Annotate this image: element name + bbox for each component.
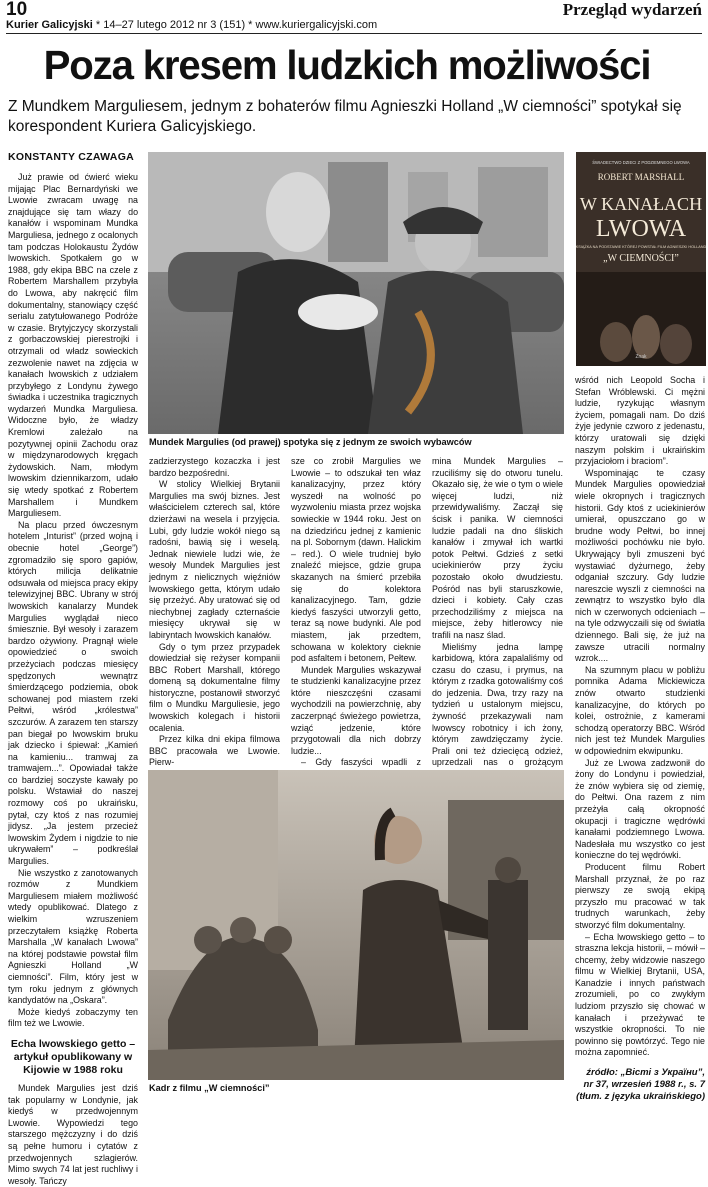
article-title: Poza kresem ludzkich możliwości [43, 42, 651, 88]
paragraph: zadzierzystego kozaczka i jest bardzo bezpośredni. [149, 456, 280, 478]
text-column-5 [575, 375, 705, 1103]
text-column-2 [149, 456, 280, 769]
paragraph: Na placu przed ówczesnym hotelem „Inturist” (przed wojną i obecnie hotel „George”) zgromadziło się sporo gapiów, których milicja delikatnie odsuwała od miejsca pracy ekipy telewizyjnej BBC. Ubrany w strój lwowskich kanalarzy Mundek Margulies wyglądał nieco śmiesznie. Był wesoły i zarazem bardzo ożywiony. Pragnął wiele opowiedzieć o swoich przeżyciach podczas miesięcy spędzonych wewnątrz śmierdzącego podziemia, obok schowanej pod miastem rzeki Pełtwi, wśród „królestwa” szczurów. A zarazem ten starszy pan biegał po lwowskim bruku jak dziecko i śpiewał: „Kamień na kamieniu... tramwaj za tramwajem...”. Opowiadał także co bardziej soczyste kawały po polsku. Wstawiał do naszej rozmowy coś po ukraińsku, pytał, czy ktoś z nas rozumiej jidysz. „Ja jestem przecież lwowskim Żydem i nigdzie to nie ukrywałem” – podkreślał Margulies. [8, 519, 138, 867]
paragraph: Już ze Lwowa zadzwonił do żony do Londynu i powiedział, że znów wybiera się od ziemię, do Pełtwi. Ona razem z nim przeżyła całą okropność okupacji i tragiczne wędrówki kanałami podziemnego Lwowa. Nadesłała mu wszystko co jest konieczne do tej wędrówki. [575, 757, 705, 861]
book-author: ROBERT MARSHALL [597, 172, 685, 182]
book-subtitle: KSIĄŻKA NA PODSTAWIE KTÓREJ POWSTAŁ FILM AGNIESZKI HOLLAND [575, 245, 707, 249]
subheading: Echa lwowskiego getto – artykuł opublikowany w Kijowie w 1988 roku [10, 1037, 136, 1076]
paragraph: Mieliśmy jedna lampę karbidową, która zapalaliśmy od czasu do czasu, i prymus, na którym z rzadka gotowaliśmy coś do jedzenia. Dwa, trzy razy na tydzień u ustalonym miejscu, żywność przekazywali nam lwowscy robotnicy i ich żony, którym zawdzięczamy życie. Prali oni też dziecięcą odzież, uprzedzali nas o grożącym [432, 641, 563, 768]
book-title-line1: W KANAŁACH [579, 194, 703, 214]
paragraph: W stolicy Wielkiej Brytanii Margulies ma swój biznes. Jest właścicielem czterech sal, które dzierżawi na wesela i przyjęcia. Lubi, gdy ludzie wokół niego są radośni, bawią się i weselą. Jednak niewiele ludzi wie, że wesoły Mundek Margulies jest jednym z nielicznych więźniów lwowskiego getta, którym udało się przeżyć. Aby uratować się od niechybnej zagłady czternaście miesięcy ukrywał się w labiryntach lwowskich kanałów. [149, 479, 280, 640]
section-title: Przegląd wydarzeń [562, 0, 702, 19]
book-film-title: „W CIEMNOŚCI” [603, 253, 679, 264]
paragraph: mina Mundek Margulies – rzuciliśmy się do otworu tunelu. Okazało się, że wie o tym o wiele więcej ludzi, niż przewidywaliśmy. Zaczął się ścisk i panika. W ciemności ludzie padali na dno śliskich kanałów i zmywał ich wartki potok Pełtwi. Gdzieś z setki uciekinierów przy życiu pozostało około dwudziestu. Pośród nas byli staruszkowie, dzieci i kobiety. Cały czas przechodziliśmy z miejsca na miejsce, żeby hitlerowcy nie trafili na nasz ślad. [432, 456, 563, 640]
text-column-4 [432, 456, 563, 804]
paragraph: Nie wszystko z zanotowanych rozmów z Mundkiem Marguliesem miałem możliwość wtedy opublikować. Dlatego z wielkim wzruszeniem przeczytałem książkę Roberta Marshalla „W kanałach Lwowa” na której podstawie powstał film Agnieszki Holland „W ciemności”. Film, który jest w tym roku jednym z głównych kandydatów na „Oskara”. [8, 867, 138, 1006]
paragraph: Producent filmu Robert Marshall przyznał, że po raz pierwszy ze swoją ekipą przyszło mu pracować w tak trudnych warunkach, żeby stworzyć film dokumentalny. [575, 861, 705, 930]
page-number: 10 [6, 0, 28, 20]
paragraph: sze co zrobił Margulies we Lwowie – to odszukał ten właz kanalizacyjny, przez który wyszedł na wolność po wyzwoleniu miasta przez wojska sowieckie w 1944 roku. Jest on na dziedzińcu jednej z kamienic na pl. Sobornym (dawn. Halickim – red.). O wiele trudniej było znaleźć miejsce, gdzie grupa skazanych na śmierć przebiła się do kolektora kanalizacyjnego. Tam, gdzie kiedyś faszyści utworzyli getto, teraz są nowe budynki. Ale pod miastem, jak przedtem, schowana w kolektory cieknie pod asfaltem i betonem, Pełtew. [291, 456, 421, 664]
paragraph: Przez kilka dni ekipa filmowa BBC pracowała we Lwowie. Pierw- [149, 734, 280, 768]
paragraph: – Gdy faszyści wpadli z [301, 757, 421, 768]
paragraph: Mundek Margulies wskazywał te studzienki kanalizacyjne przez które nieszczęśni czasami wychodzili na powierzchnię, aby zaczerpnąć świeżego powietrza, wziąć jedzenie, które przygotowali dla nich dobrzy ludzie... [291, 664, 421, 756]
article-author: KONSTANTY CZAWAGA [8, 151, 135, 163]
paragraph: Mundek Margulies jest dziś tak popularny w Londynie, jak kiedyś w przedwojennym Lwowie. Wypowiedzi tego starszego mężczyzny i do dziś są pełne humoru i cytatów z przedwojennych szlagierów. Mimo swych 74 lat jest ruchliwy i wesoły. Tańczy [8, 1082, 138, 1186]
photo-film-still [148, 770, 564, 1080]
publication-name: Kurier Galicyjski [6, 19, 93, 31]
book-publisher: Znak [635, 354, 647, 360]
paragraph: Wspominając te czasy Mundek Margulies opowiedział wiele okropnych i tragicznych historii. Gdy ktoś z uciekinierów umierał, opuszczano go w brudne wody Pełtwi, bo innej możliwości pochówku nie było. Ukrywający byli zmuszeni być wystawiać dyżurnego, żeby odganiał szczury. Gdy ludzie nareszcie wyszli z ciemności na zewnątrz to wszystko było dla nich w czerwonych odcieniach – na tyle odzwyczaili się od światła dziennego. Bali się, że już na zawsze utracili normalny wzrok.... [575, 467, 705, 664]
source-note: źródło: „Вісті з України”, nr 37, wrzesień 1988 r., s. 7 (tłum. z języka ukraińskiego) [576, 1067, 705, 1103]
book-top-line: ŚWIADECTWO DZIECI Z PODZIEMNEGO LWOWA [592, 160, 690, 165]
paragraph: – Echa lwowskiego getto – to straszna lekcja historii, – mówił – chcemy, żeby widzowie naszego filmu w Wielkiej Brytanii, USA, Kanadzie i innych państwach zrozumieli, po co zwykłym ludziom przyszło się chować w kanałach i przeżywać te wszystkie okropności. To nie powinno się powtórzyć. Tego nie można zapomnieć. [575, 931, 705, 1058]
paragraph: Gdy o tym przez przypadek dowiedział się reżyser kompanii BBC Robert Marshall, którego domeną są dokumentalne filmy historyczne, postanowił stworzyć film o Mundku Marguliesie, jego lwowskich kolegach i historii ocalenia. [149, 641, 280, 733]
text-column-3 [291, 456, 421, 792]
paragraph: Na szumnym placu w pobliżu pomnika Adama Mickiewicza znów otwarto studzienki kanalizacyjne, do których po kolei, ostrożnie, z kamerami schodzą operatorzy BBC. Wśród nich jest też Mundek Margulies w odpowiednim ekwipunku. [575, 664, 705, 756]
photo-margulies-meeting [148, 152, 564, 434]
photo-caption-1: Mundek Margulies (od prawej) spotyka się z jednym ze swoich wybawców [149, 437, 472, 447]
photo-caption-2: Kadr z filmu „W ciemności” [149, 1083, 270, 1093]
book-cover [576, 152, 706, 366]
page-header [6, 0, 702, 34]
text-column-1 [8, 172, 138, 1187]
paragraph: Już prawie od ćwierć wieku mijając Plac Bernardyński we Lwowie zwracam uwagę na znajdujące się tam włazy do kanałów i wspominam Mundka Marguliesa, jednego z ocalonych tam podczas Holokaustu Żydów lwowskich. Spotkałem go w 1988, gdy ekipa BBC na czele z Robertem Marshallem przybyła do Lwowa, aby nakręcić film dokumentalny, stanowiący część serialu zatytułowanego Podróże w czasie. Brytyjczycy skorzystali z gorbaczowskiej pierestrojki i otrzymali od władz sowieckich zezwolenie nawet na zdjęcia w kanałach lwowskich z udziałem przybyłego z Londynu żywego świadka i uczestnika tragicznych wydarzeń Mundka Marguliesa. Widoczne było, że władzy Kremlowi zależało na pozytywnej opinii Zachodu oraz w międzynarodowych kręgach żydowskich. Nam, młodym lwowskim dziennikarzom, udało się wtedy spotkać z Robertem Marshallem i Mundkem Marguliesem. [8, 172, 138, 519]
article-lead: Z Mundkem Marguliesem, jednym z bohaterów filmu Agnieszki Holland „W ciemności” spotykał się korespondent Kuriera Galicyjskiego. [8, 98, 682, 135]
paragraph: wśród nich Leopold Socha i Stefan Wróblewski. Ci mężni ludzie, ryzykując własnym życiem, pomagali nam. Do dziś żyje jedynie czworo z jedenastu, którzy uratowali się dzięki naszym polskim i ukraińskim przyjaciołom i braciom”. [575, 375, 705, 467]
issue-info: * 14–27 lutego 2012 nr 3 (151) * www.kuriergalicyjski.com [92, 19, 378, 31]
issue-line [6, 19, 377, 31]
paragraph: Może kiedyś zobaczymy ten film też we Lwowie. [8, 1006, 138, 1029]
book-title-line2: LWOWA [595, 216, 687, 242]
